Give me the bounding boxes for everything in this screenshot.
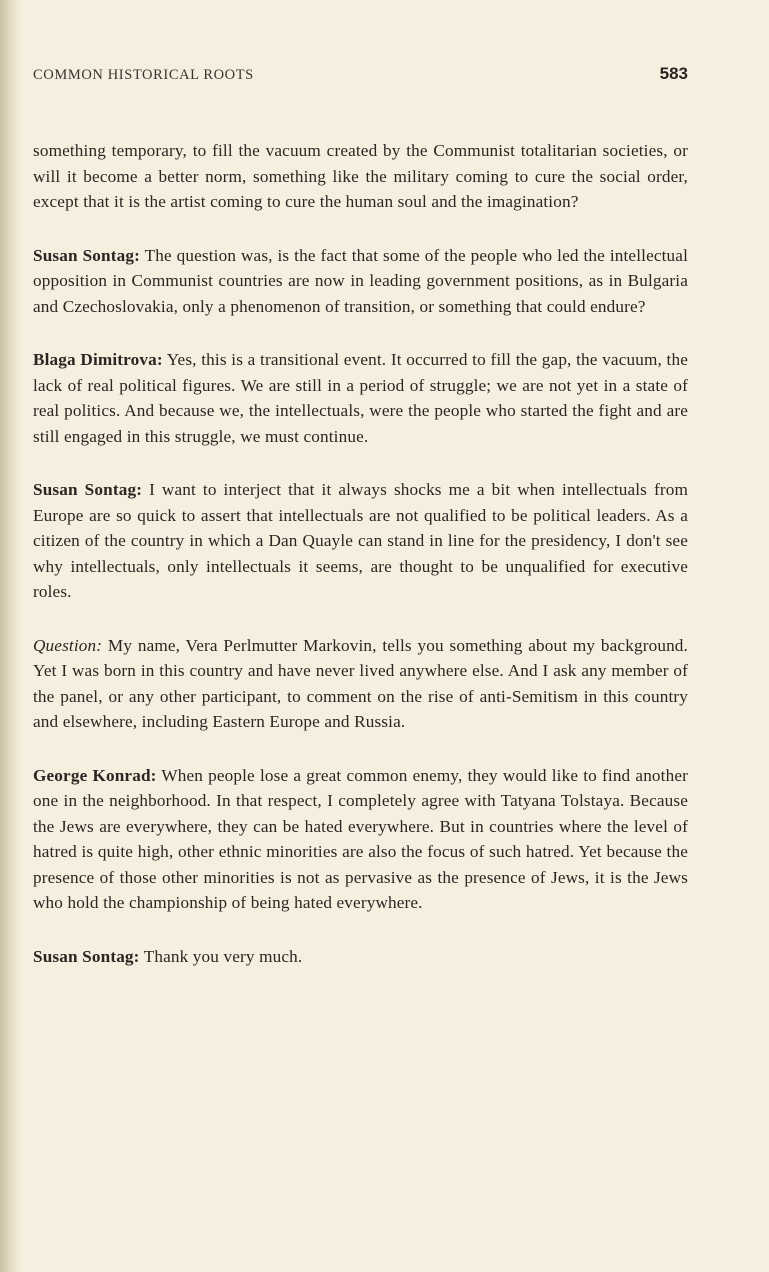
paragraph-text: The question was, is the fact that some of the people who led the intellectual opposition in Communist countries are now in leading government positions, as in Bulgaria and Czechoslovakia, only a phenomenon of transition, or something that could endure? xyxy=(33,245,688,316)
paragraph-continuation xyxy=(33,138,688,215)
speaker-name: George Konrad: xyxy=(33,765,157,785)
speaker-name: Susan Sontag: xyxy=(33,480,143,499)
dialogue-paragraph xyxy=(33,477,688,605)
paragraph-text: Yes, this is a transitional event. It occurred to fill the gap, the vacuum, the lack of real political figures. We are still in a period of struggle; we are not yet in a state of real politics. And because we, the intellectuals, were the people who started the fight and are still engaged in this struggle, we must continue. xyxy=(33,350,689,446)
dialogue-paragraph xyxy=(33,944,688,970)
page-header xyxy=(33,64,688,88)
paragraph-text: I want to interject that it always shocks me a bit when intellectuals from Europe are so quick to assert that intellectuals are not qualified to be political leaders. As a citizen of the country in which a Dan Quayle can stand in line for the presidency, I don't see why intellectuals, only intellectuals it seems, are thought to be unqualified for executive roles. xyxy=(33,480,688,601)
dialogue-paragraph xyxy=(33,243,688,320)
page-body xyxy=(33,138,688,997)
dialogue-paragraph xyxy=(33,763,688,916)
paragraph-text: something temporary, to fill the vacuum created by the Communist totalitarian societies, or will it become a better norm, something like the military coming to cure the social order, except that it is the artist coming to cure the human soul and the imagination? xyxy=(33,141,688,211)
book-spine-shadow xyxy=(0,0,22,1272)
paragraph-text: Thank you very much. xyxy=(143,946,303,966)
question-paragraph xyxy=(33,633,688,735)
running-head: COMMON HISTORICAL ROOTS xyxy=(33,67,254,83)
paragraph-text: When people lose a great common enemy, they would like to find another one in the neighborhood. In that respect, I completely agree with Tatyana Tolstaya. Because the Jews are everywhere, they can be hated everywhere. But in countries where the level of hatred is quite high, other ethnic minorities are also the focus of such hatred. Yet because the presence of those other minorities is not as pervasive as the presence of Jews, it is the Jews who hold the championship of being hated everywhere. xyxy=(33,765,689,912)
dialogue-paragraph xyxy=(33,347,688,449)
question-label: Question: xyxy=(33,635,103,655)
speaker-name: Susan Sontag: xyxy=(33,245,140,265)
paragraph-text: My name, Vera Perlmutter Markovin, tells you something about my background. Yet I was born in this country and have never lived anywhere else. And I ask any member of the panel, or any other participant, to comment on the rise of anti-Semitism in this country and elsewhere, including Eastern Europe and Russia. xyxy=(33,635,688,731)
speaker-name: Susan Sontag: xyxy=(33,946,140,966)
page-number: 583 xyxy=(659,64,688,83)
speaker-name: Blaga Dimitrova: xyxy=(33,350,163,369)
